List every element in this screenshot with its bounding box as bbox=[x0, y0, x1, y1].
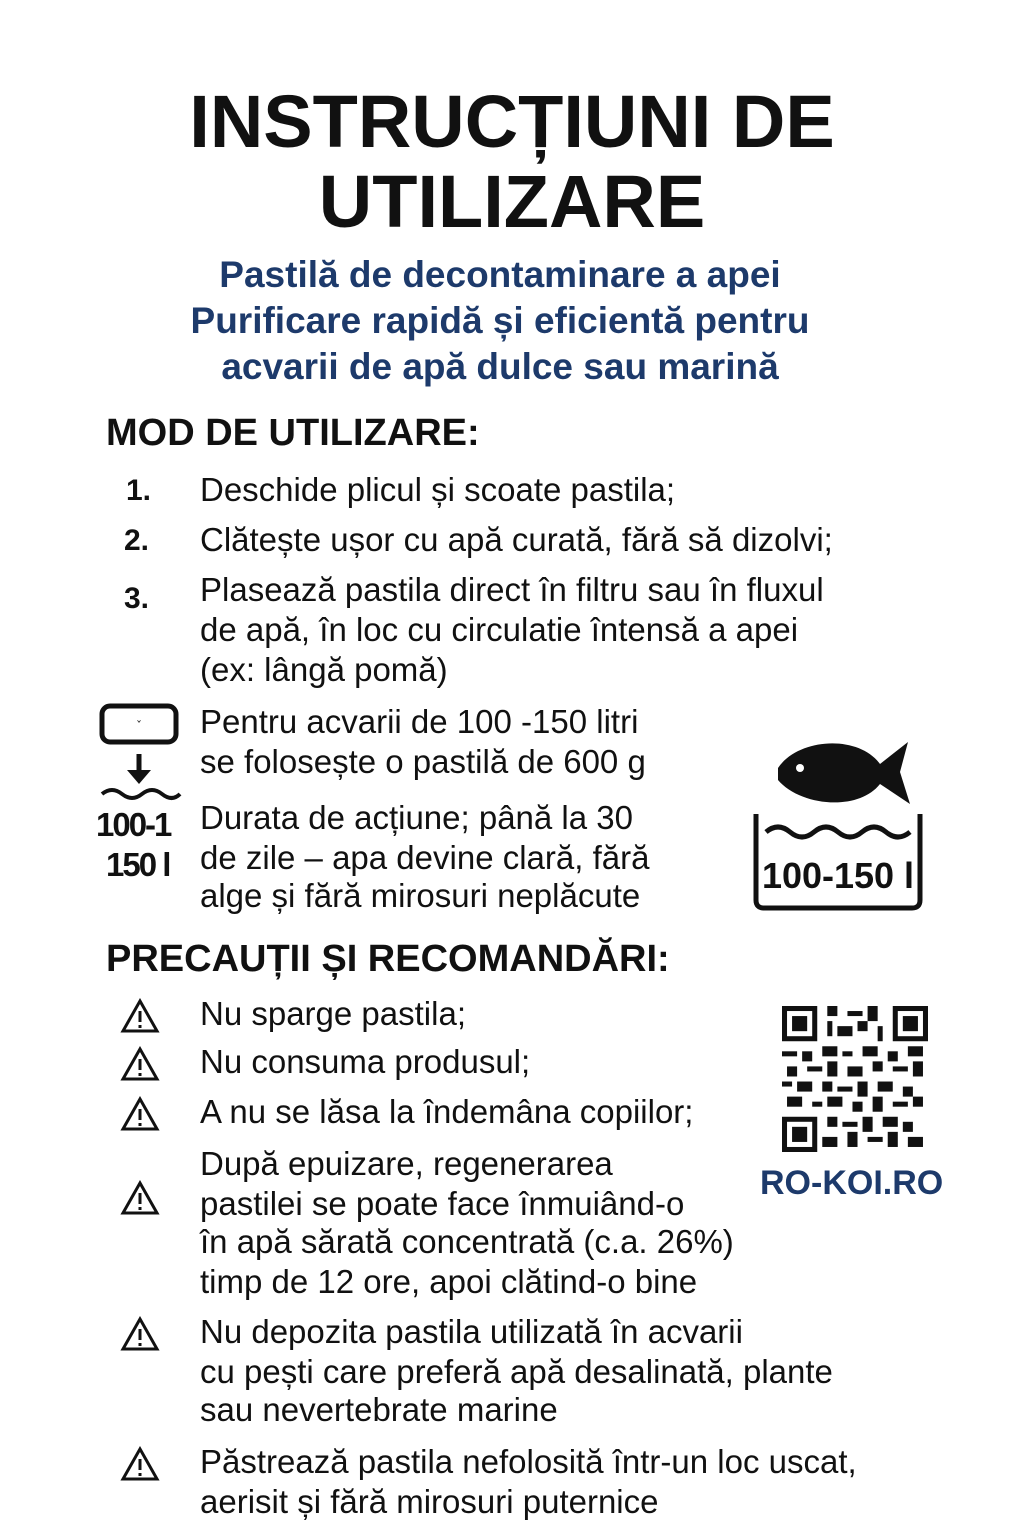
fish-tank-icon bbox=[748, 728, 928, 914]
precaution-text: A nu se lăsa la îndemâna copiilor; bbox=[200, 1093, 694, 1130]
precaution-text: cu pești care preferă apă desalinată, plante bbox=[200, 1353, 833, 1390]
step-number: 1. bbox=[126, 474, 152, 507]
precaution-text: pastilei se poate face înmuiând-o bbox=[200, 1185, 685, 1222]
duration-text: de zile – apa devine clară, fără bbox=[200, 839, 650, 876]
tablet-drop-icon bbox=[98, 702, 182, 802]
subtitle bbox=[0, 252, 1000, 390]
subtitle-line-3: acvarii de apă dulce sau marină bbox=[221, 346, 779, 387]
warning-icon bbox=[120, 998, 160, 1034]
duration-text: Durata de acțiune; până la 30 bbox=[200, 799, 633, 836]
left-icon-label-2: 150 l bbox=[106, 846, 170, 883]
svg-text:ˇ: ˇ bbox=[136, 719, 142, 733]
title-line-1: INSTRUCȚIUNI DE bbox=[189, 80, 835, 163]
warning-icon bbox=[120, 1180, 160, 1216]
mod-utilizare-heading: MOD DE UTILIZARE: bbox=[106, 412, 480, 454]
precaution-text: Nu sparge pastila; bbox=[200, 995, 466, 1032]
page-title bbox=[0, 82, 1024, 242]
left-icon-label-1: 100-1 bbox=[96, 806, 171, 843]
precaution-text: Nu depozita pastila utilizată în acvarii bbox=[200, 1313, 743, 1350]
step-text: Deschide plicul și scoate pastila; bbox=[200, 471, 676, 508]
duration-text: alge și fără mirosuri neplăcute bbox=[200, 877, 641, 914]
precaution-text: timp de 12 ore, apoi clătind-o bine bbox=[200, 1263, 698, 1300]
step-text: Plasează pastila direct în filtru sau în fluxul bbox=[200, 571, 824, 608]
subtitle-line-2: Purificare rapidă și eficientă pentru bbox=[190, 300, 810, 341]
precautii-heading: PRECAUȚII ȘI RECOMANDĂRI: bbox=[106, 938, 670, 980]
precaution-text: în apă sărată concentrată (c.a. 26%) bbox=[200, 1223, 734, 1260]
step-text: de apă, în loc cu circulatie întensă a apei bbox=[200, 611, 799, 648]
precaution-text: sau nevertebrate marine bbox=[200, 1391, 558, 1428]
step-number: 2. bbox=[124, 524, 150, 557]
warning-icon bbox=[120, 1096, 160, 1132]
step-text: Clătește ușor cu apă curată, fără să dizolvi; bbox=[200, 521, 833, 558]
right-icon-label: 100-150 l bbox=[761, 855, 915, 896]
step-text: (ex: lângă pomă) bbox=[200, 651, 448, 688]
step-number: 3. bbox=[124, 582, 150, 615]
warning-icon bbox=[120, 1316, 160, 1352]
precaution-text: aerisit și fără mirosuri puternice bbox=[200, 1483, 659, 1520]
precaution-text: După epuizare, regenerarea bbox=[200, 1145, 613, 1182]
precaution-text: Păstrează pastila nefolosită într-un loc uscat, bbox=[200, 1443, 857, 1480]
title-line-2: UTILIZARE bbox=[318, 160, 706, 243]
website-link[interactable]: RO-KOI.RO bbox=[760, 1164, 944, 1202]
warning-icon bbox=[120, 1446, 160, 1482]
warning-icon bbox=[120, 1046, 160, 1082]
dosage-text: se folosește o pastilă de 600 g bbox=[200, 743, 646, 780]
dosage-text: Pentru acvarii de 100 -150 litri bbox=[200, 703, 639, 740]
precaution-text: Nu consuma produsul; bbox=[200, 1043, 531, 1080]
subtitle-line-1: Pastilă de decontaminare a apei bbox=[219, 254, 781, 295]
qr-code-icon[interactable] bbox=[782, 1006, 928, 1152]
